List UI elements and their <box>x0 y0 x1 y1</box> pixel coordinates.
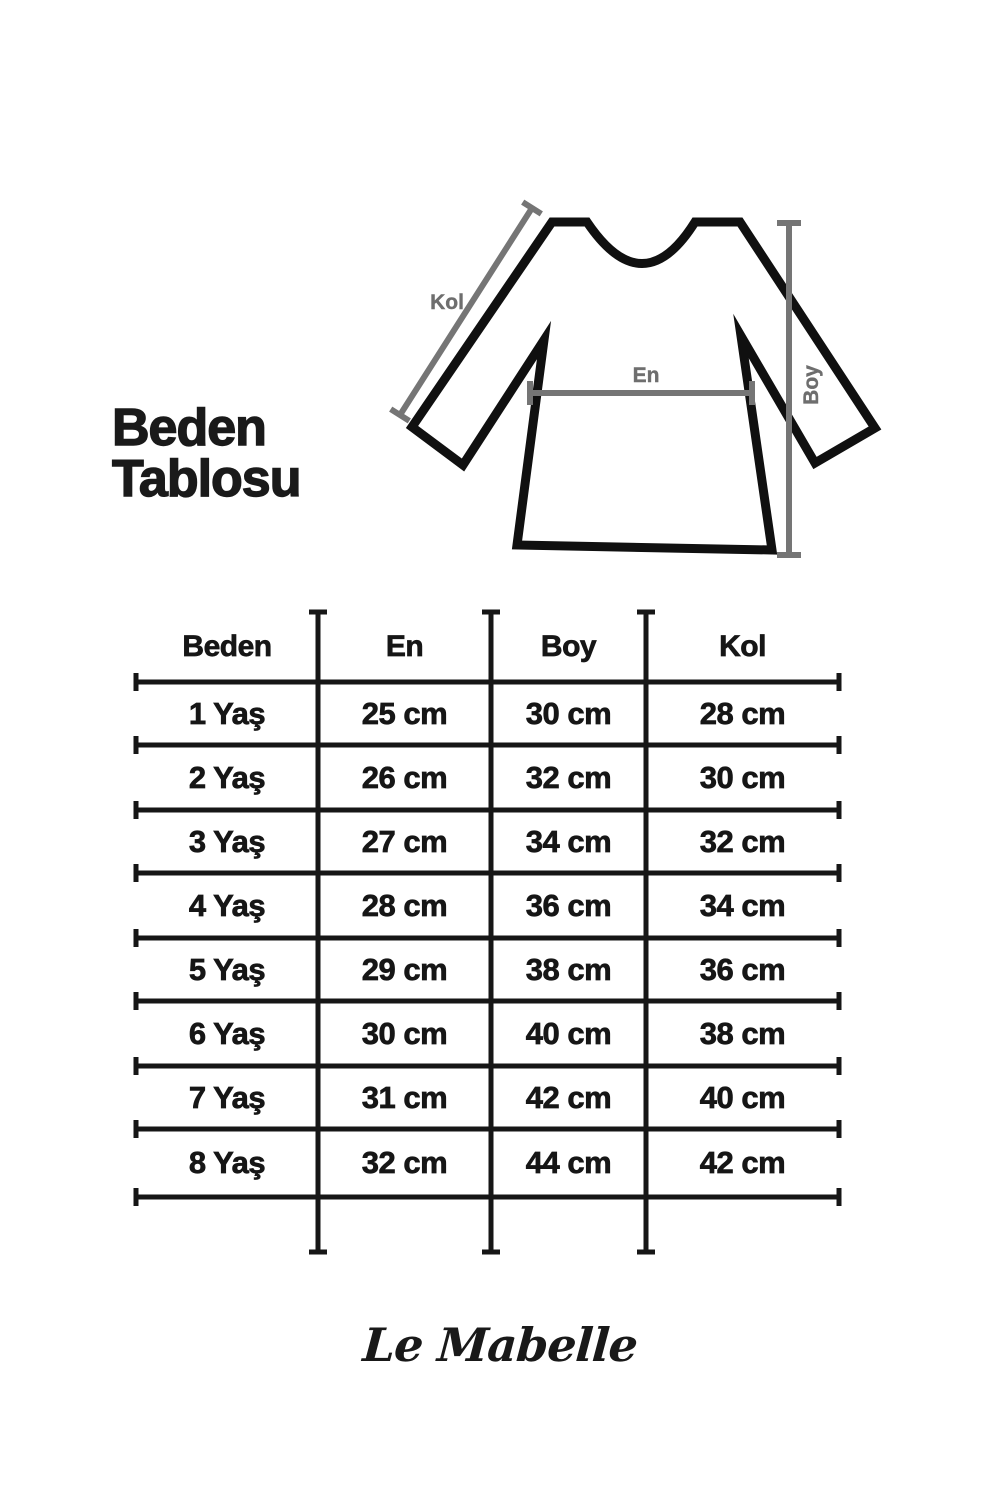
page-title-line1: Beden <box>112 399 266 457</box>
cell-en: 26 cm <box>361 759 448 795</box>
cell-kol: 36 cm <box>699 951 786 987</box>
page-title-line2: Tablosu <box>112 450 301 508</box>
cell-boy: 38 cm <box>525 951 612 987</box>
cell-kol: 28 cm <box>699 695 786 731</box>
cell-en: 31 cm <box>361 1079 448 1115</box>
boy-measure-label: Boy <box>800 365 823 405</box>
col-header-boy: Boy <box>540 630 597 663</box>
cell-beden: 5 Yaş <box>188 951 266 987</box>
page-title <box>112 399 301 508</box>
cell-kol: 40 cm <box>699 1079 786 1115</box>
cell-boy: 44 cm <box>525 1145 612 1180</box>
cell-en: 29 cm <box>361 951 448 987</box>
col-header-kol: Kol <box>719 630 766 663</box>
cell-en: 25 cm <box>361 695 448 731</box>
cell-beden: 6 Yaş <box>188 1015 266 1051</box>
cell-en: 27 cm <box>361 823 448 859</box>
cell-en: 32 cm <box>361 1145 448 1180</box>
cell-beden: 7 Yaş <box>188 1079 266 1115</box>
brand-logo: Le Mabelle <box>361 1318 639 1372</box>
cell-kol: 32 cm <box>699 823 786 859</box>
cell-en: 28 cm <box>361 887 448 923</box>
cell-boy: 42 cm <box>525 1079 612 1115</box>
cell-beden: 3 Yaş <box>188 823 266 859</box>
en-measure-label: En <box>632 364 660 387</box>
kol-measure-label: Kol <box>430 291 464 314</box>
size-table <box>136 612 839 1252</box>
col-header-en: En <box>385 630 424 663</box>
cell-boy: 34 cm <box>525 823 612 859</box>
cell-boy: 30 cm <box>525 695 612 731</box>
cell-en: 30 cm <box>361 1015 448 1051</box>
cell-beden: 8 Yaş <box>188 1145 266 1180</box>
cell-boy: 40 cm <box>525 1015 612 1051</box>
cell-kol: 42 cm <box>699 1145 786 1180</box>
cell-beden: 4 Yaş <box>188 887 266 923</box>
cell-beden: 1 Yaş <box>188 695 266 731</box>
cell-beden: 2 Yaş <box>188 759 266 795</box>
cell-boy: 32 cm <box>525 759 612 795</box>
col-header-beden: Beden <box>182 630 272 663</box>
cell-boy: 36 cm <box>525 887 612 923</box>
cell-kol: 38 cm <box>699 1015 786 1051</box>
cell-kol: 34 cm <box>699 887 786 923</box>
cell-kol: 30 cm <box>699 759 786 795</box>
